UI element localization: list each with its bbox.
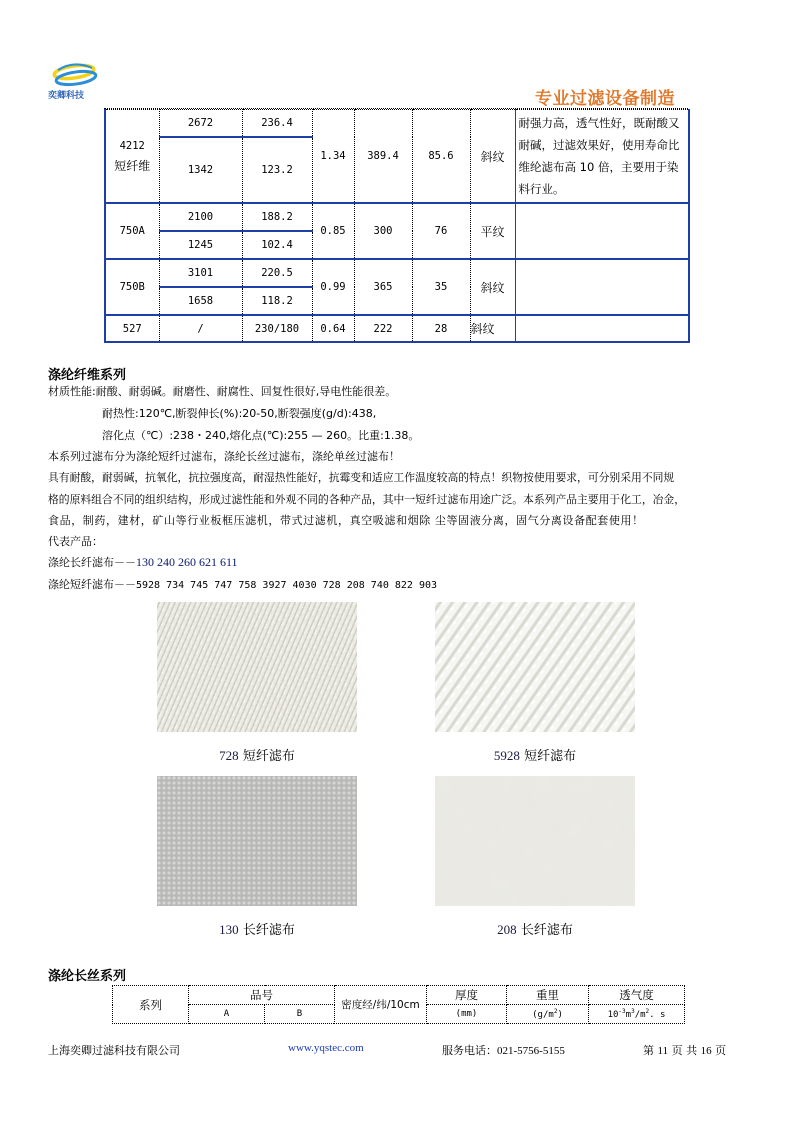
density-a: 3101 — [159, 259, 242, 287]
density-b: 230/180 — [242, 315, 312, 342]
density-a: 2672 — [159, 110, 242, 137]
table-row — [105, 203, 689, 231]
filament-table — [112, 985, 685, 1024]
header-thickness-unit: (mm) — [427, 1005, 507, 1024]
table-row — [105, 110, 689, 137]
long-fiber-models: 130 240 260 621 611 — [136, 555, 238, 569]
long-fiber-label: 涤纶长纤滤布－－ — [48, 556, 136, 569]
header-perm-unit: $10^{-3}m^3/m^2$. s — [589, 1005, 685, 1024]
caption-5928: 5928 短纤滤布 — [493, 748, 577, 764]
header-thickness: 厚度 — [427, 986, 507, 1005]
permeability: 85.6 — [412, 110, 470, 204]
section-title-filament: 涤纶长丝系列 — [48, 969, 127, 984]
caption-208: 208 长纤滤布 — [497, 922, 573, 938]
fabric-image-5928 — [435, 602, 635, 732]
header-weight-unit: $(g/m^2)$ — [507, 1005, 589, 1024]
fabric-image-130 — [157, 776, 357, 906]
representative-label: 代表产品： — [48, 535, 103, 548]
header-model-b: B — [265, 1005, 335, 1024]
weave: 平纹 — [470, 203, 515, 259]
header-series: 系列 — [113, 986, 189, 1024]
intro-line-3: 格的原料组合不同的组织结构，形成过滤性能和外观不同的各种产品，其中一短纤过滤布用途广泛。本系列产品主要用于化工，冶金， — [48, 493, 686, 506]
header-perm: 透气度 — [589, 986, 685, 1005]
short-fiber-line — [48, 574, 437, 597]
header-model: 品号 — [189, 986, 335, 1005]
header-weight: 重里 — [507, 986, 589, 1005]
weave: 斜纹 — [470, 315, 515, 342]
density-a: 1658 — [159, 287, 242, 315]
fabric-image-728 — [157, 602, 357, 732]
caption-130: 130 长纤滤布 — [219, 922, 295, 938]
fabric-image-208 — [435, 776, 635, 906]
intro-line-1: 本系列过滤布分为涤纶短纤过滤布，涤纶长丝过滤布，涤纶单丝过滤布！ — [48, 450, 400, 463]
weight: 300 — [354, 203, 412, 259]
table-header-row — [113, 986, 685, 1005]
footer-page-number: 第 11 页 共 16 页 — [643, 1044, 727, 1057]
intro-line-4: 食品，制药，建材，矿山等行业板框压滤机，带式过滤机，真空吸滤和烟除 尘等固液分离，固气分离设备配套使用！ — [48, 514, 644, 527]
intro-line-2: 具有耐酸，耐弱碱，抗氧化，抗拉强度高，耐湿热性能好，抗霉变和适应工作温度较高的特点！织物按使用要求，可分别采用不同规 — [48, 471, 675, 484]
density-b: 220.5 — [242, 259, 312, 287]
density-a: 1342 — [159, 137, 242, 204]
description — [515, 315, 689, 342]
properties-line-2: 耐热性:120℃,断裂伸长(%):20-50,断裂强度(g/d):438, — [102, 407, 377, 420]
permeability: 76 — [412, 203, 470, 259]
description: 耐强力高，透气性好，既耐酸又耐碱，过滤效果好，使用寿命比维纶滤布高 10 倍，主要用于染料行业。 — [515, 110, 689, 204]
table-row — [105, 315, 689, 342]
density-b: 123.2 — [242, 137, 312, 204]
permeability: 28 — [412, 315, 470, 342]
table-row — [105, 259, 689, 287]
density-a: / — [159, 315, 242, 342]
permeability: 35 — [412, 259, 470, 315]
density-a: 1245 — [159, 231, 242, 259]
header-slogan: 专业过滤设备制造 — [535, 89, 675, 109]
density-a: 2100 — [159, 203, 242, 231]
footer-phone: 服务电话：021-5756-5155 — [442, 1044, 565, 1057]
short-fiber-models: 5928 734 745 747 758 3927 4030 728 208 740 822 903 — [136, 580, 438, 591]
header-density: 密度经/纬/10cm — [335, 986, 427, 1024]
short-fiber-label: 涤纶短纤滤布－－ — [48, 578, 136, 591]
properties-line-3: 溶化点（℃）:238・240,熔化点(℃):255 — 260。比重:1.38。 — [102, 429, 420, 442]
weave: 斜纹 — [470, 259, 515, 315]
density-b: 118.2 — [242, 287, 312, 315]
weight: 389.4 — [354, 110, 412, 204]
series-code: 4212 — [119, 140, 145, 152]
thickness: 0.99 — [312, 259, 354, 315]
logo-text: 奕卿科技 — [48, 91, 85, 101]
long-fiber-line — [48, 552, 238, 574]
thickness: 0.85 — [312, 203, 354, 259]
description — [515, 203, 689, 259]
footer-url[interactable]: www.yqstec.com — [288, 1042, 364, 1054]
thickness: 0.64 — [312, 315, 354, 342]
header-model-a: A — [189, 1005, 265, 1024]
density-b: 102.4 — [242, 231, 312, 259]
series-code: 750A — [105, 203, 159, 259]
series-type: 短纤维 — [114, 159, 151, 173]
footer-company: 上海奕卿过滤科技有限公司 — [48, 1044, 180, 1057]
weave: 斜纹 — [470, 110, 515, 204]
description — [515, 259, 689, 315]
caption-728: 728 短纤滤布 — [219, 748, 295, 764]
properties-line-1: 材质性能:耐酸、耐弱碱。耐磨性、耐腐性、回复性很好,导电性能很差。 — [48, 385, 397, 398]
series-code: 750B — [105, 259, 159, 315]
density-b: 236.4 — [242, 110, 312, 137]
series-code: 527 — [105, 315, 159, 342]
thickness: 1.34 — [312, 110, 354, 204]
section-title-polyester-fiber: 涤纶纤维系列 — [48, 368, 127, 383]
weight: 365 — [354, 259, 412, 315]
density-b: 188.2 — [242, 203, 312, 231]
weight: 222 — [354, 315, 412, 342]
specs-table — [104, 109, 690, 343]
